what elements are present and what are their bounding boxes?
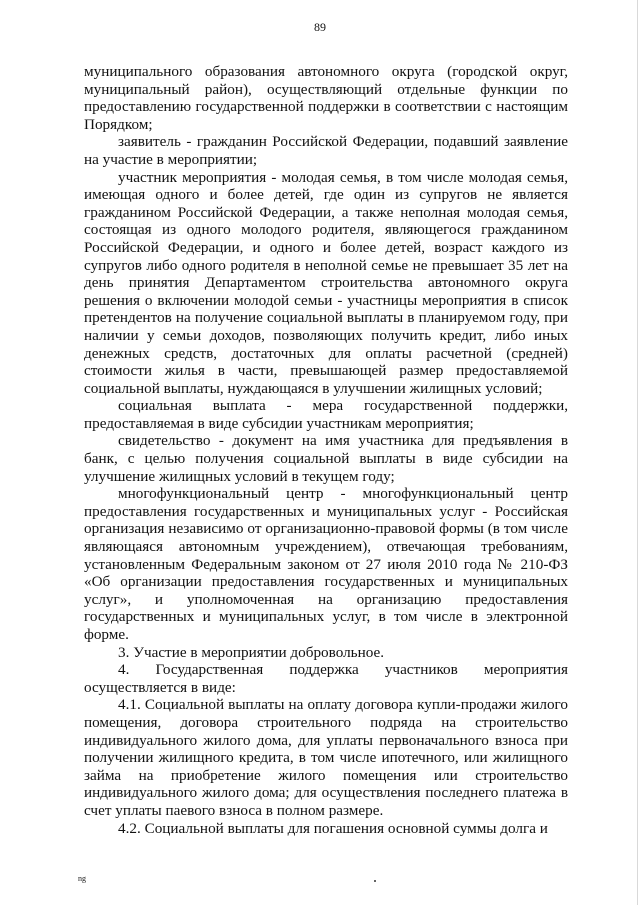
- document-body: [84, 63, 568, 837]
- paragraph-participant: участник мероприятия - молодая семья, в том числе молодая семья, имеющая одного и более детей, где один из супругов не является гражданином Российской Федерации, а также неполная молодая семья, состоящая из одного молодого родителя, являющегося гражданином Российской Федерации, и одного и более детей, возраст каждого из супругов либо одного родителя в неполной семье не превышает 35 лет на день принятия Департаментом строительства автономного округа решения о включении молодой семьи - участницы мероприятия в список претендентов на получение социальной выплаты в планируемом году, при наличии у семьи доходов, позволяющих получить кредит, либо иных денежных средств, достаточных для оплаты расчетной (средней) стоимости жилья в части, превышающей размер предоставляемой социальной выплаты, нуждающаяся в улучшении жилищных условий;: [84, 168, 568, 397]
- paragraph-item-4-1: 4.1. Социальной выплаты на оплату договора купли-продажи жилого помещения, договора строительного подряда на строительство индивидуального жилого дома, для уплаты первоначального взноса при получении жилищного кредита, в том числе ипотечного, или жилищного займа на приобретение жилого помещения или строительство индивидуального жилого дома; для осуществления последнего платежа в счет уплаты паевого взноса в полном размере.: [84, 696, 568, 819]
- paragraph-item-4-2: 4.2. Социальной выплаты для погашения основной суммы долга и: [118, 819, 548, 837]
- paragraph-mfc: многофункциональный центр - многофункциональный центр предоставления государственных и муниципальных услуг - Российская организация независимо от организационно-правовой формы (в том числе являющаяся автономным учреждением), отвечающая требованиям, установленным Федеральным законом от 27 июля 2010 года № 210-ФЗ «Об организации предоставления государственных и муниципальных услуг», и уполномоченная на организацию предоставления государственных и муниципальных услуг, в том числе в электронной форме.: [84, 485, 568, 643]
- paragraph-social-payment: социальная выплата - мера государственной поддержки, предоставляемая в виде субсидии участникам мероприятия;: [84, 397, 568, 432]
- paragraph-applicant: заявитель - гражданин Российской Федерации, подавший заявление на участие в мероприятии;: [84, 133, 568, 168]
- paragraph-certificate: свидетельство - документ на имя участника для предъявления в банк, с целью получения социальной выплаты в виде субсидии на улучшение жилищных условий в текущем году;: [84, 432, 568, 485]
- paragraph-item-3: 3. Участие в мероприятии добровольное.: [118, 643, 385, 661]
- page-number: 89: [314, 20, 326, 34]
- paragraph-continuation: муниципального образования автономного округа (городской округ, муниципальный район), осуществляющий отдельные функции по предоставлению государственной поддержки в соответствии с настоящим Порядком;: [84, 63, 568, 133]
- page-edge: [637, 0, 638, 905]
- footer-mark: ng: [78, 874, 86, 883]
- footer-dot: [374, 880, 376, 882]
- paragraph-item-4: 4. Государственная поддержка участников мероприятия осуществляется в виде:: [84, 661, 568, 696]
